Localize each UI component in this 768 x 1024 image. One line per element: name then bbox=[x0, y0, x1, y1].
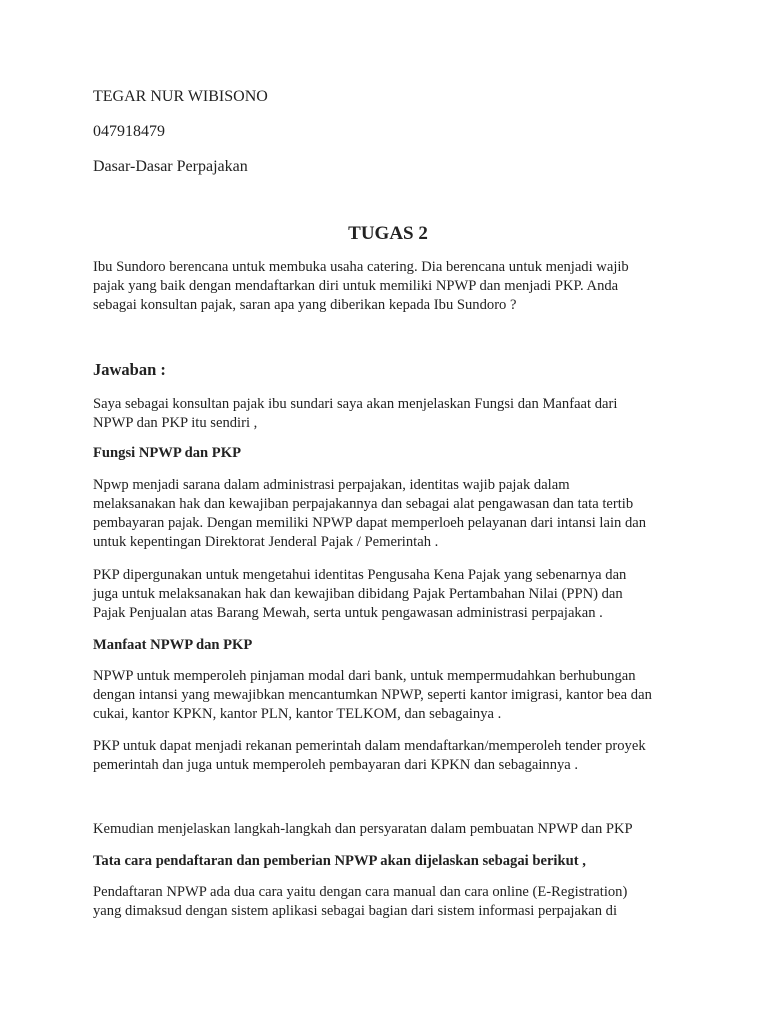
assignment-title: TUGAS 2 bbox=[348, 223, 428, 244]
langkah-paragraph: Kemudian menjelaskan langkah-langkah dan persyaratan dalam pembuatan NPWP dan PKP bbox=[93, 821, 633, 837]
manfaat-pkp-paragraph: PKP untuk dapat menjadi rekanan pemerintah dalam mendaftarkan/memperoleh tender proyek pemerintah dan juga untuk memperoleh pembayaran dari KPKN dan sebagainnya . bbox=[93, 738, 646, 773]
course-name: Dasar-Dasar Perpajakan bbox=[93, 158, 248, 175]
fungsi-npwp-paragraph: Npwp menjadi sarana dalam administrasi perpajakan, identitas wajib pajak dalam melaksanakan hak dan kewajiban perpajakannya dan sebagai alat pengawasan dan tata tertib pembayaran pajak. Dengan memiliki NPWP dapat memperloeh pelayanan dari intansi lain dan untuk kepentingan Direktorat Jenderal Pajak / Pemerintah . bbox=[93, 477, 647, 550]
student-name: TEGAR NUR WIBISONO bbox=[93, 88, 268, 105]
answer-heading: Jawaban : bbox=[93, 360, 166, 379]
student-id: 047918479 bbox=[93, 123, 165, 140]
fungsi-heading: Fungsi NPWP dan PKP bbox=[93, 445, 241, 461]
document-page bbox=[93, 86, 683, 919]
manfaat-npwp-paragraph: NPWP untuk memperoleh pinjaman modal dari bank, untuk mempermudahkan berhubungan dengan intansi yang mewajibkan mencantumkan NPWP, seperti kantor imigrasi, kantor bea dan cukai, kantor KPKN, kantor PLN, kantor TELKOM, dan sebagainya . bbox=[93, 668, 652, 722]
fungsi-pkp-paragraph: PKP dipergunakan untuk mengetahui identitas Pengusaha Kena Pajak yang sebenarnya dan juga untuk melaksanakan hak dan kewajiban dibidang Pajak Pertambahan Nilai (PPN) dan Pajak Penjualan atas Barang Mewah, serta untuk pengawasan administrasi perpajakan . bbox=[93, 567, 627, 621]
intro-paragraph: Saya sebagai konsultan pajak ibu sundari saya akan menjelaskan Fungsi dan Manfaat dari NPWP dan PKP itu sendiri , bbox=[93, 396, 618, 431]
question-paragraph: Ibu Sundoro berencana untuk membuka usaha catering. Dia berencana untuk menjadi wajib pajak yang baik dengan mendaftarkan diri untuk memiliki NPWP dan menjadi PKP. Anda sebagai konsultan pajak, saran apa yang diberikan kepada Ibu Sundoro ? bbox=[93, 259, 629, 313]
pendaftaran-paragraph: Pendaftaran NPWP ada dua cara yaitu dengan cara manual dan cara online (E-Registration) yang dimaksud dengan sistem aplikasi sebagai bagian dari sistem informasi perpajakan di bbox=[93, 884, 628, 919]
tata-cara-heading: Tata cara pendaftaran dan pemberian NPWP akan dijelaskan sebagai berikut , bbox=[93, 853, 586, 869]
manfaat-heading: Manfaat NPWP dan PKP bbox=[93, 637, 253, 653]
